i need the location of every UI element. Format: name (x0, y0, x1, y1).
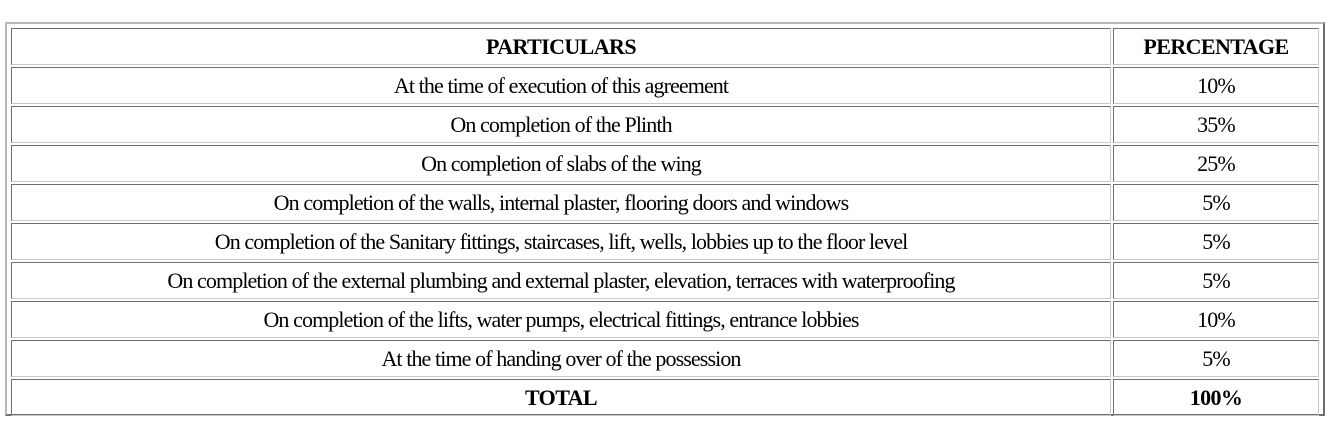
payment-schedule-table-frame (5, 22, 1325, 416)
table-row (11, 223, 1319, 260)
total-label: TOTAL (11, 379, 1111, 416)
payment-schedule-table (9, 26, 1321, 418)
table-row (11, 145, 1319, 182)
row-percentage: 35% (1113, 106, 1319, 143)
row-percentage: 5% (1113, 262, 1319, 299)
row-particulars: On completion of slabs of the wing (11, 145, 1111, 182)
row-particulars: At the time of handing over of the possession (11, 340, 1111, 377)
table-row (11, 340, 1319, 377)
table-row (11, 106, 1319, 143)
row-particulars: On completion of the walls, internal plaster, flooring doors and windows (11, 184, 1111, 221)
row-percentage: 10% (1113, 67, 1319, 104)
row-percentage: 25% (1113, 145, 1319, 182)
table-row (11, 67, 1319, 104)
row-particulars: On completion of the Sanitary fittings, staircases, lift, wells, lobbies up to the floor level (11, 223, 1111, 260)
row-percentage: 5% (1113, 184, 1319, 221)
total-row (11, 379, 1319, 416)
row-particulars: On completion of the Plinth (11, 106, 1111, 143)
header-row (11, 28, 1319, 65)
total-percentage: 100% (1113, 379, 1319, 416)
table-row (11, 184, 1319, 221)
table-row (11, 301, 1319, 338)
row-particulars: At the time of execution of this agreement (11, 67, 1111, 104)
table-row (11, 262, 1319, 299)
header-percentage: PERCENTAGE (1113, 28, 1319, 65)
row-percentage: 5% (1113, 223, 1319, 260)
row-percentage: 5% (1113, 340, 1319, 377)
row-particulars: On completion of the external plumbing and external plaster, elevation, terraces with waterproofing (11, 262, 1111, 299)
header-particulars: PARTICULARS (11, 28, 1111, 65)
row-particulars: On completion of the lifts, water pumps, electrical fittings, entrance lobbies (11, 301, 1111, 338)
row-percentage: 10% (1113, 301, 1319, 338)
